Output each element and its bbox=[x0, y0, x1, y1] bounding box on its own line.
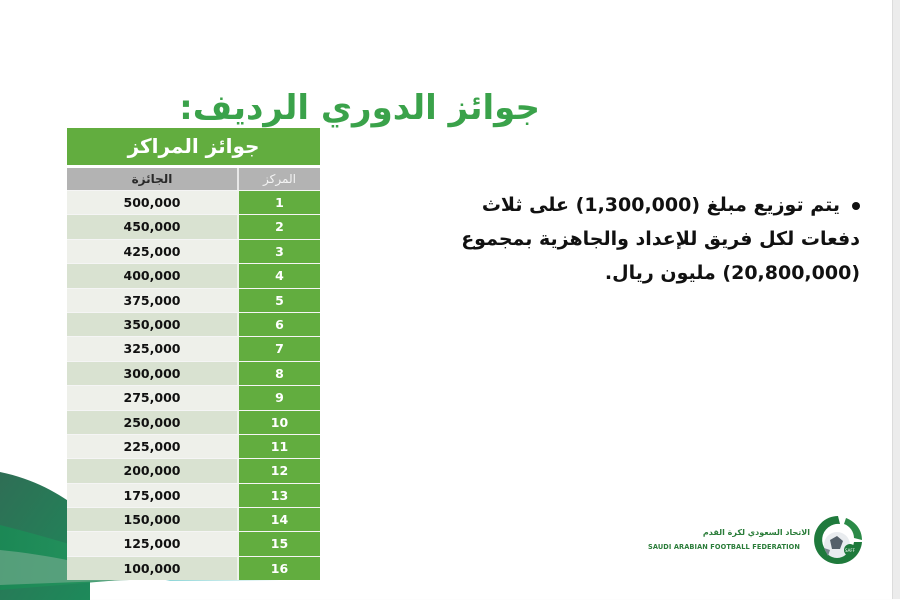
table-row bbox=[67, 214, 320, 238]
position-cell: 14 bbox=[237, 508, 320, 531]
table-row bbox=[67, 458, 320, 482]
prize-cell: 350,000 bbox=[67, 313, 237, 336]
bullet-text: يتم توزيع مبلغ (1,300,000) على ثلاث دفعات لكل فريق للإعداد والجاهزية بمجموع (20,800,000) مليون ريال. bbox=[461, 194, 860, 284]
table-header-row bbox=[67, 168, 320, 190]
table-row bbox=[67, 410, 320, 434]
prize-cell: 225,000 bbox=[67, 435, 237, 458]
table-body bbox=[67, 190, 320, 580]
prize-cell: 275,000 bbox=[67, 386, 237, 409]
emblem-text: SAFF bbox=[845, 548, 855, 553]
prize-cell: 300,000 bbox=[67, 362, 237, 385]
position-cell: 6 bbox=[237, 313, 320, 336]
position-cell: 12 bbox=[237, 459, 320, 482]
right-edge-strip bbox=[892, 0, 900, 599]
position-cell: 15 bbox=[237, 532, 320, 555]
position-cell: 16 bbox=[237, 557, 320, 580]
prize-cell: 450,000 bbox=[67, 215, 237, 238]
prize-cell: 375,000 bbox=[67, 289, 237, 312]
prize-cell: 500,000 bbox=[67, 191, 237, 214]
table-row bbox=[67, 483, 320, 507]
slide-title: جوائز الدوري الرديف: bbox=[179, 88, 540, 128]
position-cell: 8 bbox=[237, 362, 320, 385]
table-row bbox=[67, 556, 320, 580]
prize-cell: 325,000 bbox=[67, 337, 237, 360]
position-cell: 3 bbox=[237, 240, 320, 263]
prize-cell: 175,000 bbox=[67, 484, 237, 507]
saff-emblem-icon bbox=[810, 512, 866, 568]
prize-cell: 400,000 bbox=[67, 264, 237, 287]
prize-cell: 125,000 bbox=[67, 532, 237, 555]
position-cell: 9 bbox=[237, 386, 320, 409]
prize-cell: 425,000 bbox=[67, 240, 237, 263]
prize-cell: 100,000 bbox=[67, 557, 237, 580]
saff-logo bbox=[640, 512, 870, 572]
prize-cell: 150,000 bbox=[67, 508, 237, 531]
position-cell: 5 bbox=[237, 289, 320, 312]
table-row bbox=[67, 336, 320, 360]
bullet-dot-icon bbox=[852, 202, 860, 210]
table-row bbox=[67, 312, 320, 336]
prize-table bbox=[67, 128, 320, 580]
column-header-prize: الجائزة bbox=[131, 172, 173, 186]
table-row bbox=[67, 507, 320, 531]
column-header-position: المركز bbox=[237, 168, 320, 190]
table-row bbox=[67, 531, 320, 555]
position-cell: 10 bbox=[237, 411, 320, 434]
position-cell: 2 bbox=[237, 215, 320, 238]
position-cell: 13 bbox=[237, 484, 320, 507]
logo-english-name: SAUDI ARABIAN FOOTBALL FEDERATION bbox=[648, 543, 800, 551]
table-row bbox=[67, 385, 320, 409]
table-row bbox=[67, 263, 320, 287]
prize-cell: 200,000 bbox=[67, 459, 237, 482]
position-cell: 4 bbox=[237, 264, 320, 287]
position-cell: 1 bbox=[237, 191, 320, 214]
bullet-paragraph bbox=[440, 188, 860, 290]
table-row bbox=[67, 434, 320, 458]
prize-cell: 250,000 bbox=[67, 411, 237, 434]
table-title: جوائز المراكز bbox=[67, 128, 320, 165]
table-row bbox=[67, 361, 320, 385]
table-row bbox=[67, 288, 320, 312]
table-row bbox=[67, 239, 320, 263]
position-cell: 11 bbox=[237, 435, 320, 458]
table-row bbox=[67, 190, 320, 214]
position-cell: 7 bbox=[237, 337, 320, 360]
logo-arabic-name: الاتحاد السعودي لكرة القدم bbox=[702, 528, 810, 537]
